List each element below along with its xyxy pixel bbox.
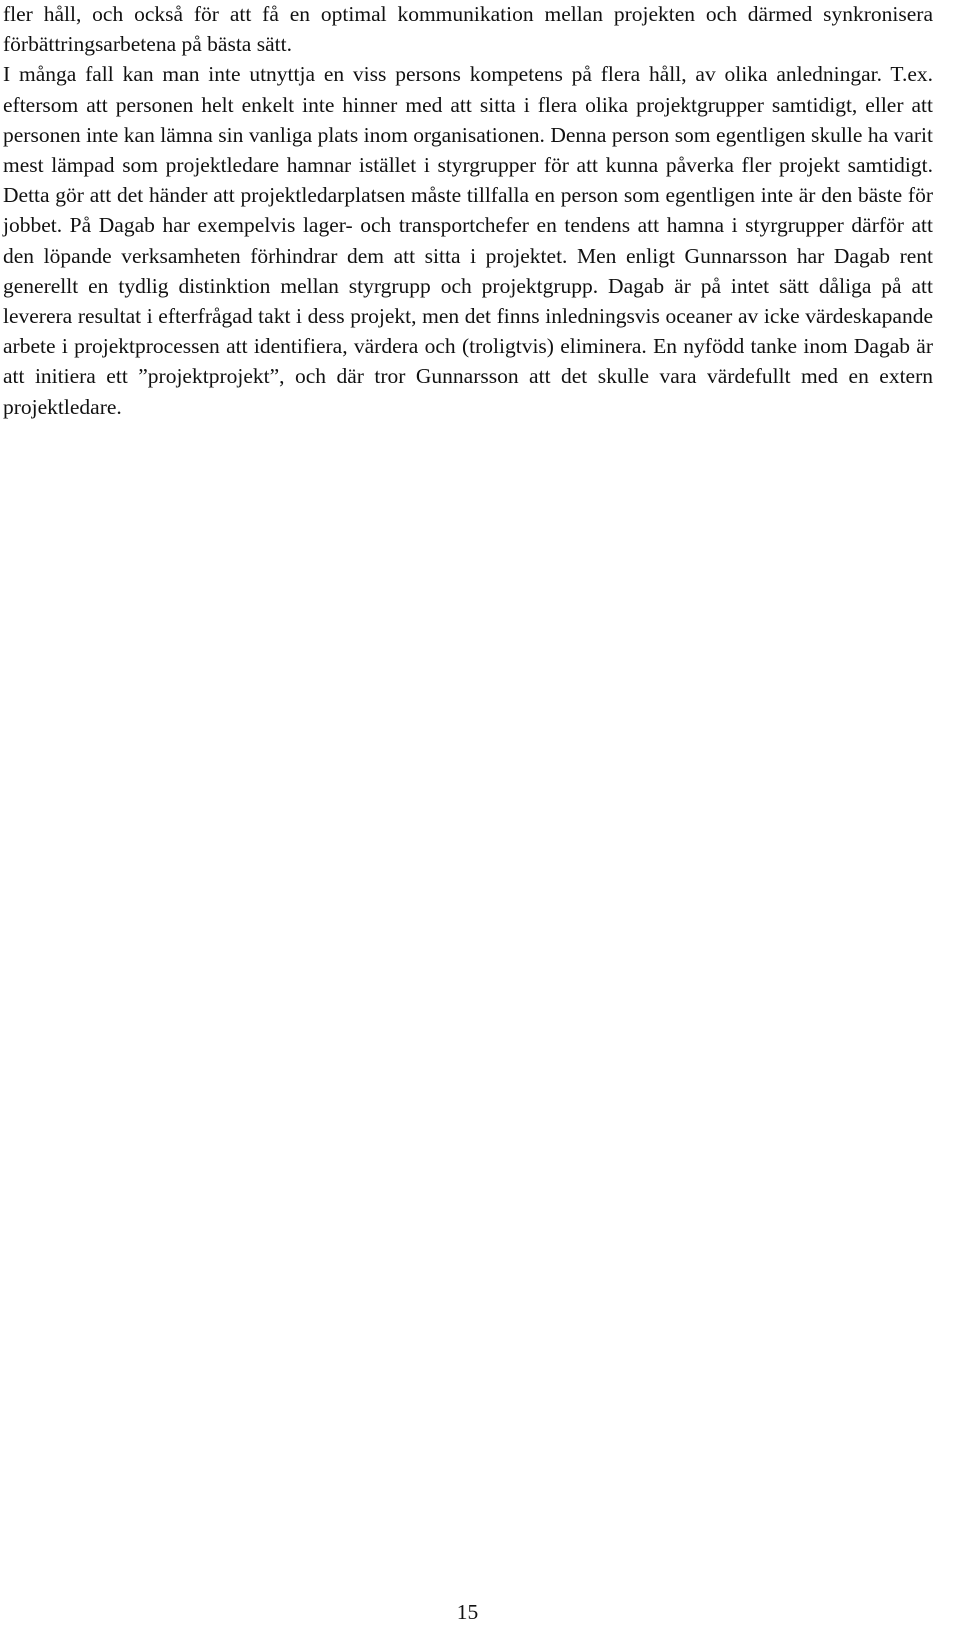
page-number: 15 xyxy=(456,1600,479,1624)
body-text xyxy=(3,0,933,422)
paragraph-continuation: fler håll, och också för att få en optimal kommunikation mellan projekten och därmed synkronisera förbättringsarbetena på bästa sätt. xyxy=(3,2,933,57)
paragraph-dagab-project-roles: I många fall kan man inte utnyttja en viss persons kompetens på flera håll, av olika anledningar. T.ex. eftersom att personen helt enkelt inte hinner med att sitta i flera olika projektgrupper samtidigt, eller att personen inte kan lämna sin vanliga plats inom organisationen. Denna person som egentligen skulle ha varit mest lämpad som projektledare hamnar istället i styrgrupper för att kunna påverka fler projekt samtidigt. Detta gör att det händer att projektledarplatsen måste tillfalla en person som egentligen inte är den bäste för jobbet. På Dagab har exempelvis lager- och transportchefer en tendens att hamna i styrgrupper därför att den löpande verksamheten förhindrar dem att sitta i projektet. Men enligt Gunnarsson har Dagab rent generellt en tydlig distinktion mellan styrgrupp och projektgrupp. Dagab är på intet sätt dåliga på att leverera resultat i efterfrågad takt i dess projekt, men det finns inledningsvis oceaner av icke värdeskapande arbete i projektprocessen att identifiera, värdera och (troligtvis) eliminera. En nyfödd tanke inom Dagab är att initiera ett ”projektprojekt”, och där tror Gunnarsson att det skulle vara värdefullt med en extern projektledare. xyxy=(3,62,933,419)
